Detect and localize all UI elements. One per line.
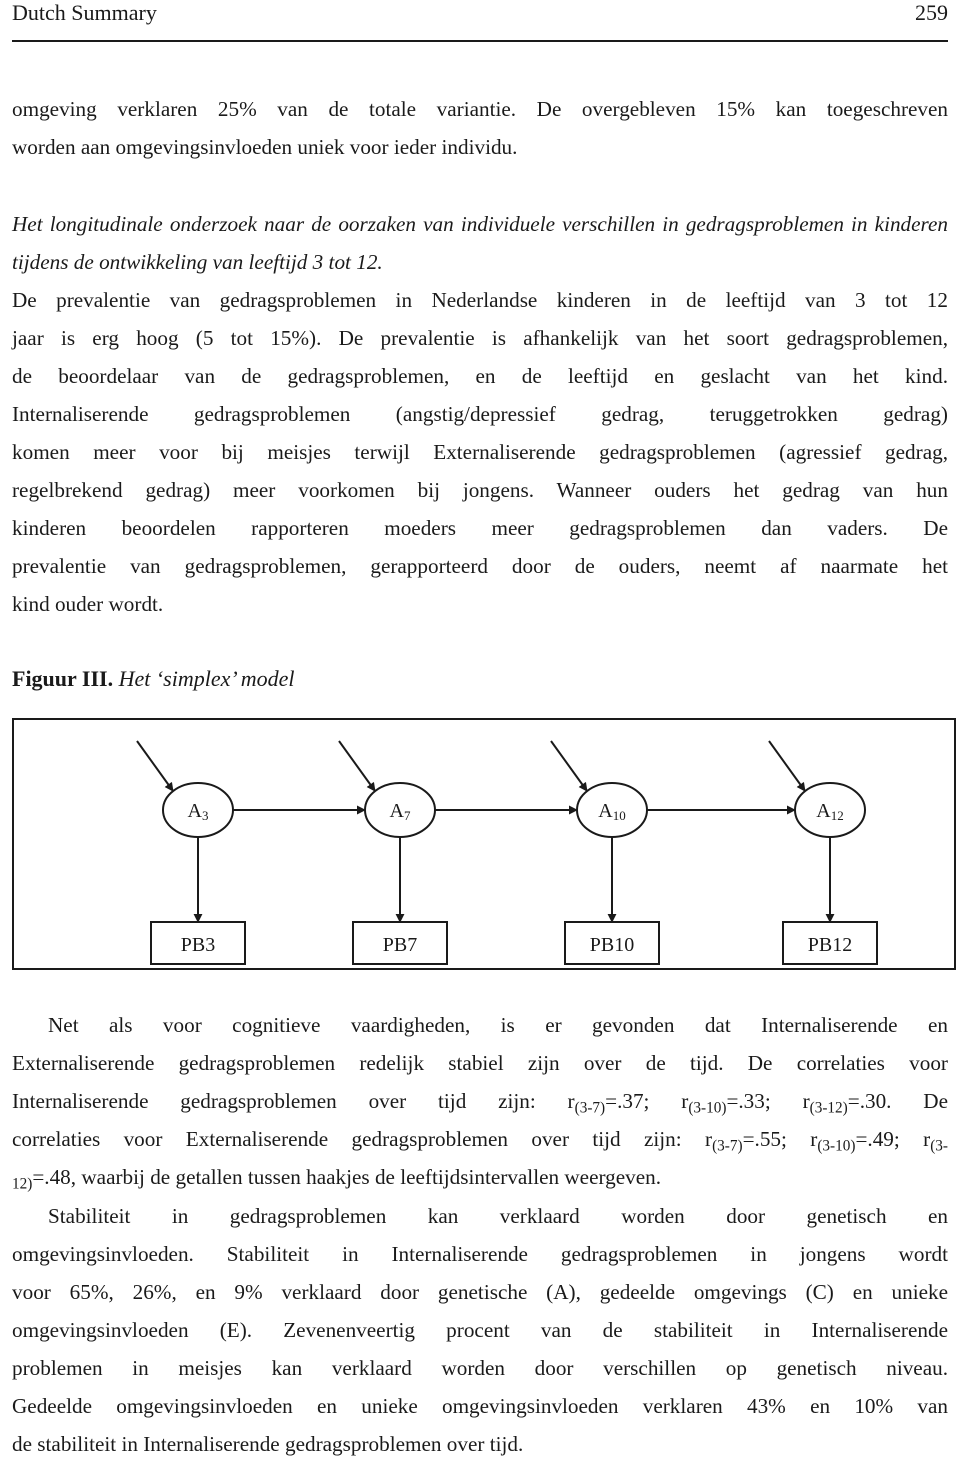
text-line: Gedeelde omgevingsinvloeden en unieke omgevingsinvloeden verklaren 43% en 10% van bbox=[12, 1394, 948, 1418]
latent-label: A12 bbox=[816, 800, 844, 823]
observed-label: PB3 bbox=[180, 934, 216, 956]
figure-title: Het ‘simplex’ model bbox=[118, 666, 295, 691]
observed-node bbox=[783, 922, 877, 964]
latent-label: A7 bbox=[389, 800, 411, 823]
latent-label: A10 bbox=[598, 800, 626, 823]
latent-label: A3 bbox=[187, 800, 209, 823]
text-line: omgevingsinvloeden (E). Zevenenveertig procent van de stabiliteit in Internaliserende bbox=[12, 1318, 948, 1342]
subscript: (3-10) bbox=[688, 1099, 727, 1117]
observed-label: PB10 bbox=[589, 934, 635, 956]
latent-node bbox=[163, 783, 233, 837]
text-line: De prevalentie van gedragsproblemen in Nederlandse kinderen in de leeftijd van 3 tot 12 bbox=[12, 288, 948, 312]
text-run: =.55; r bbox=[742, 1127, 818, 1151]
simplex-model-diagram bbox=[12, 718, 956, 970]
text-line: de beoordelaar van de gedragsproblemen, en de leeftijd en geslacht van het kind. bbox=[12, 364, 948, 388]
subscript: (3-7) bbox=[574, 1099, 606, 1117]
running-header bbox=[12, 0, 948, 30]
text-run: =.37; r bbox=[605, 1089, 689, 1113]
observed-node bbox=[565, 922, 659, 964]
text-line: Internaliserende gedragsproblemen (angstig/depressief gedrag, teruggetrokken gedrag) bbox=[12, 402, 948, 426]
latent-node bbox=[577, 783, 647, 837]
input-arrow bbox=[339, 741, 375, 791]
text-line: Net als voor cognitieve vaardigheden, is er gevonden dat Internaliserende en bbox=[48, 1013, 948, 1037]
text-run: =.49; r bbox=[855, 1127, 931, 1151]
paragraph-4 bbox=[12, 1197, 948, 1463]
page-number: 259 bbox=[915, 0, 948, 25]
running-title: Dutch Summary bbox=[12, 0, 157, 25]
text-run: =.48, waarbij de getallen tussen haakjes de leeftijdsintervallen weergeven. bbox=[32, 1165, 662, 1189]
latent-node bbox=[795, 783, 865, 837]
input-arrow bbox=[137, 741, 173, 791]
text-run: Internaliserende gedragsproblemen over tijd zijn: r bbox=[12, 1089, 575, 1113]
text-line: kind ouder wordt. bbox=[12, 592, 164, 616]
text-line bbox=[12, 1082, 948, 1120]
text-run: =.33; r bbox=[726, 1089, 810, 1113]
subscript: 12) bbox=[12, 1175, 33, 1193]
paragraph-1 bbox=[12, 90, 948, 166]
input-arrow bbox=[551, 741, 587, 791]
diagram-canvas bbox=[14, 720, 954, 968]
text-line bbox=[12, 1120, 948, 1158]
header-rule bbox=[12, 40, 948, 42]
text-run: =.30. De bbox=[847, 1089, 948, 1113]
subscript: (3-10) bbox=[817, 1137, 856, 1155]
text-line: voor 65%, 26%, en 9% verklaard door genetische (A), gedeelde omgevings (C) en unieke bbox=[12, 1280, 948, 1304]
observed-label: PB7 bbox=[382, 934, 418, 956]
paragraph-3 bbox=[12, 1006, 948, 1196]
text-line: komen meer voor bij meisjes terwijl Externaliserende gedragsproblemen (agressief gedrag, bbox=[12, 440, 948, 464]
subscript: (3-12) bbox=[809, 1099, 848, 1117]
input-arrow bbox=[769, 741, 805, 791]
text-line: jaar is erg hoog (5 tot 15%). De prevalentie is afhankelijk van het soort gedragsproblemen, bbox=[12, 326, 948, 350]
observed-node bbox=[151, 922, 245, 964]
text-line: prevalentie van gedragsproblemen, gerapporteerd door de ouders, neemt af naarmate het bbox=[12, 554, 948, 578]
subscript: (3- bbox=[930, 1137, 948, 1155]
text-line: problemen in meisjes kan verklaard worden door verschillen op genetisch niveau. bbox=[12, 1356, 948, 1380]
text-line: regelbrekend gedrag) meer voorkomen bij jongens. Wanneer ouders het gedrag van hun bbox=[12, 478, 948, 502]
figure-label: Figuur III. bbox=[12, 666, 114, 691]
text-line: Stabiliteit in gedragsproblemen kan verklaard worden door genetisch en bbox=[48, 1204, 948, 1228]
text-run: correlaties voor Externaliserende gedragsproblemen over tijd zijn: r bbox=[12, 1127, 713, 1151]
paragraph-2 bbox=[12, 205, 948, 623]
subscript: (3-7) bbox=[712, 1137, 743, 1155]
text-line: omgevingsinvloeden. Stabiliteit in Internaliserende gedragsproblemen in jongens wordt bbox=[12, 1242, 948, 1266]
figure-caption bbox=[12, 666, 295, 692]
section-heading-italic: Het longitudinale onderzoek naar de oorzaken van individuele verschillen in gedragsproblemen in kinderen bbox=[12, 212, 948, 236]
section-heading-italic: tijdens de ontwikkeling van leeftijd 3 tot 12. bbox=[12, 250, 383, 274]
text-line: worden aan omgevingsinvloeden uniek voor ieder individu. bbox=[12, 135, 518, 159]
text-line: Externaliserende gedragsproblemen redelijk stabiel zijn over de tijd. De correlaties voor bbox=[12, 1051, 948, 1075]
diagram-edges bbox=[137, 741, 830, 922]
text-line: omgeving verklaren 25% van de totale variantie. De overgebleven 15% kan toegeschreven bbox=[12, 97, 948, 121]
text-line bbox=[12, 1158, 948, 1196]
text-line: kinderen beoordelen rapporteren moeders meer gedragsproblemen dan vaders. De bbox=[12, 516, 948, 540]
latent-node bbox=[365, 783, 435, 837]
text-line: de stabiliteit in Internaliserende gedragsproblemen over tijd. bbox=[12, 1432, 524, 1456]
observed-node bbox=[353, 922, 447, 964]
observed-label: PB12 bbox=[807, 934, 853, 956]
